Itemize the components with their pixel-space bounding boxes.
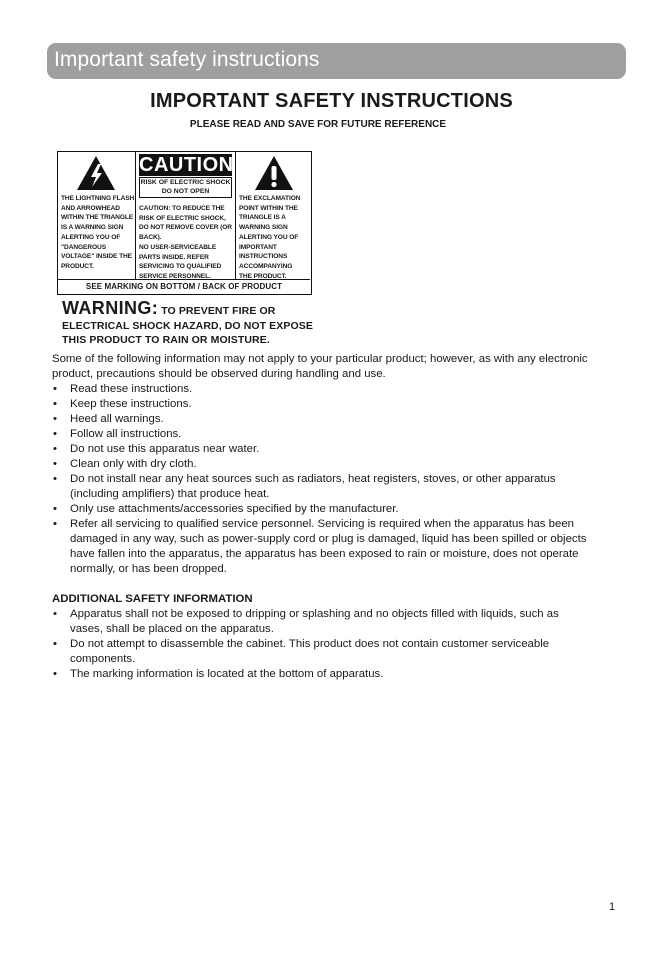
additional-safety-list xyxy=(52,607,592,682)
section-header-bar xyxy=(47,43,626,79)
caution-label-center-panel xyxy=(136,152,236,279)
instruction-list xyxy=(52,382,592,577)
lightning-triangle-icon xyxy=(76,155,116,191)
list-item: • Clean only with dry cloth. xyxy=(52,457,592,472)
section-header-title: Important safety instructions xyxy=(54,48,320,71)
list-item: • Keep these instructions. xyxy=(52,397,592,412)
list-item: • Apparatus shall not be exposed to dripping or splashing and no objects filled with liquids, such as vases, shall be placed on the apparatus. xyxy=(52,607,592,637)
caution-heading: CAUTION xyxy=(139,154,234,176)
list-item: • Follow all instructions. xyxy=(52,427,592,442)
shock-risk-box: RISK OF ELECTRIC SHOCK DO NOT OPEN xyxy=(139,177,232,198)
warning-line-1 xyxy=(62,298,275,319)
exclamation-warning-text: THE EXCLAMATION POINT WITHIN THE TRIANGLE IS A WARNING SIGN ALERTING YOU OF IMPORTANT INSTRUCTIONS ACCOMPANYING THE PRODUCT. xyxy=(239,195,301,280)
warning-line-3: THIS PRODUCT TO RAIN OR MOISTURE. xyxy=(62,334,270,346)
document-title: IMPORTANT SAFETY INSTRUCTIONS xyxy=(150,90,513,112)
warning-text-1: TO PREVENT FIRE OR xyxy=(158,305,276,317)
caution-label xyxy=(57,151,312,295)
warning-line-2: ELECTRICAL SHOCK HAZARD, DO NOT EXPOSE xyxy=(62,320,313,332)
intro-paragraph: Some of the following information may not apply to your particular product; however, as with any electronic product, precautions should be observed during handling and use. xyxy=(52,353,588,380)
exclamation-triangle-icon xyxy=(254,155,294,191)
list-item: • Do not attempt to disassemble the cabinet. This product does not contain customer serviceable components. xyxy=(52,637,592,667)
list-item: • Do not use this apparatus near water. xyxy=(52,442,592,457)
caution-label-footer: SEE MARKING ON BOTTOM / BACK OF PRODUCT xyxy=(58,279,310,295)
list-item: • Refer all servicing to qualified service personnel. Servicing is required when the apparatus has been damaged in any way, such as power-supply cord or plug is damaged, liquid has been spilled or objects have fallen into the apparatus, the apparatus has been exposed to rain or moisture, does not operate normally, or has been dropped. xyxy=(52,517,592,577)
caution-instructions-text: CAUTION: TO REDUCE THE RISK OF ELECTRIC SHOCK, DO NOT REMOVE COVER (OR BACK). NO USER-SERVICEABLE PARTS INSIDE. REFER SERVICING TO QUALIFIED SERVICE PERSONNEL. xyxy=(139,205,232,280)
additional-safety-heading: ADDITIONAL SAFETY INFORMATION xyxy=(52,593,253,605)
list-item: • Only use attachments/accessories specified by the manufacturer. xyxy=(52,502,592,517)
document-subtitle: PLEASE READ AND SAVE FOR FUTURE REFERENCE xyxy=(189,119,447,130)
caution-label-left-panel xyxy=(58,152,136,279)
list-item: • Heed all warnings. xyxy=(52,412,592,427)
page-number: 1 xyxy=(609,901,616,913)
list-item: • The marking information is located at the bottom of apparatus. xyxy=(52,667,592,682)
list-item: • Do not install near any heat sources such as radiators, heat registers, stoves, or other apparatus (including amplifiers) that produce heat. xyxy=(52,472,592,502)
warning-word: WARNING: xyxy=(62,298,159,318)
caution-label-right-panel xyxy=(236,152,312,279)
lightning-warning-text: THE LIGHTNING FLASH AND ARROWHEAD WITHIN THE TRIANGLE IS A WARNING SIGN ALERTING YOU OF "DANGEROUS VOLTAGE" INSIDE THE PRODUCT. xyxy=(61,195,135,270)
instructions-content xyxy=(52,352,592,682)
list-item: • Read these instructions. xyxy=(52,382,592,397)
